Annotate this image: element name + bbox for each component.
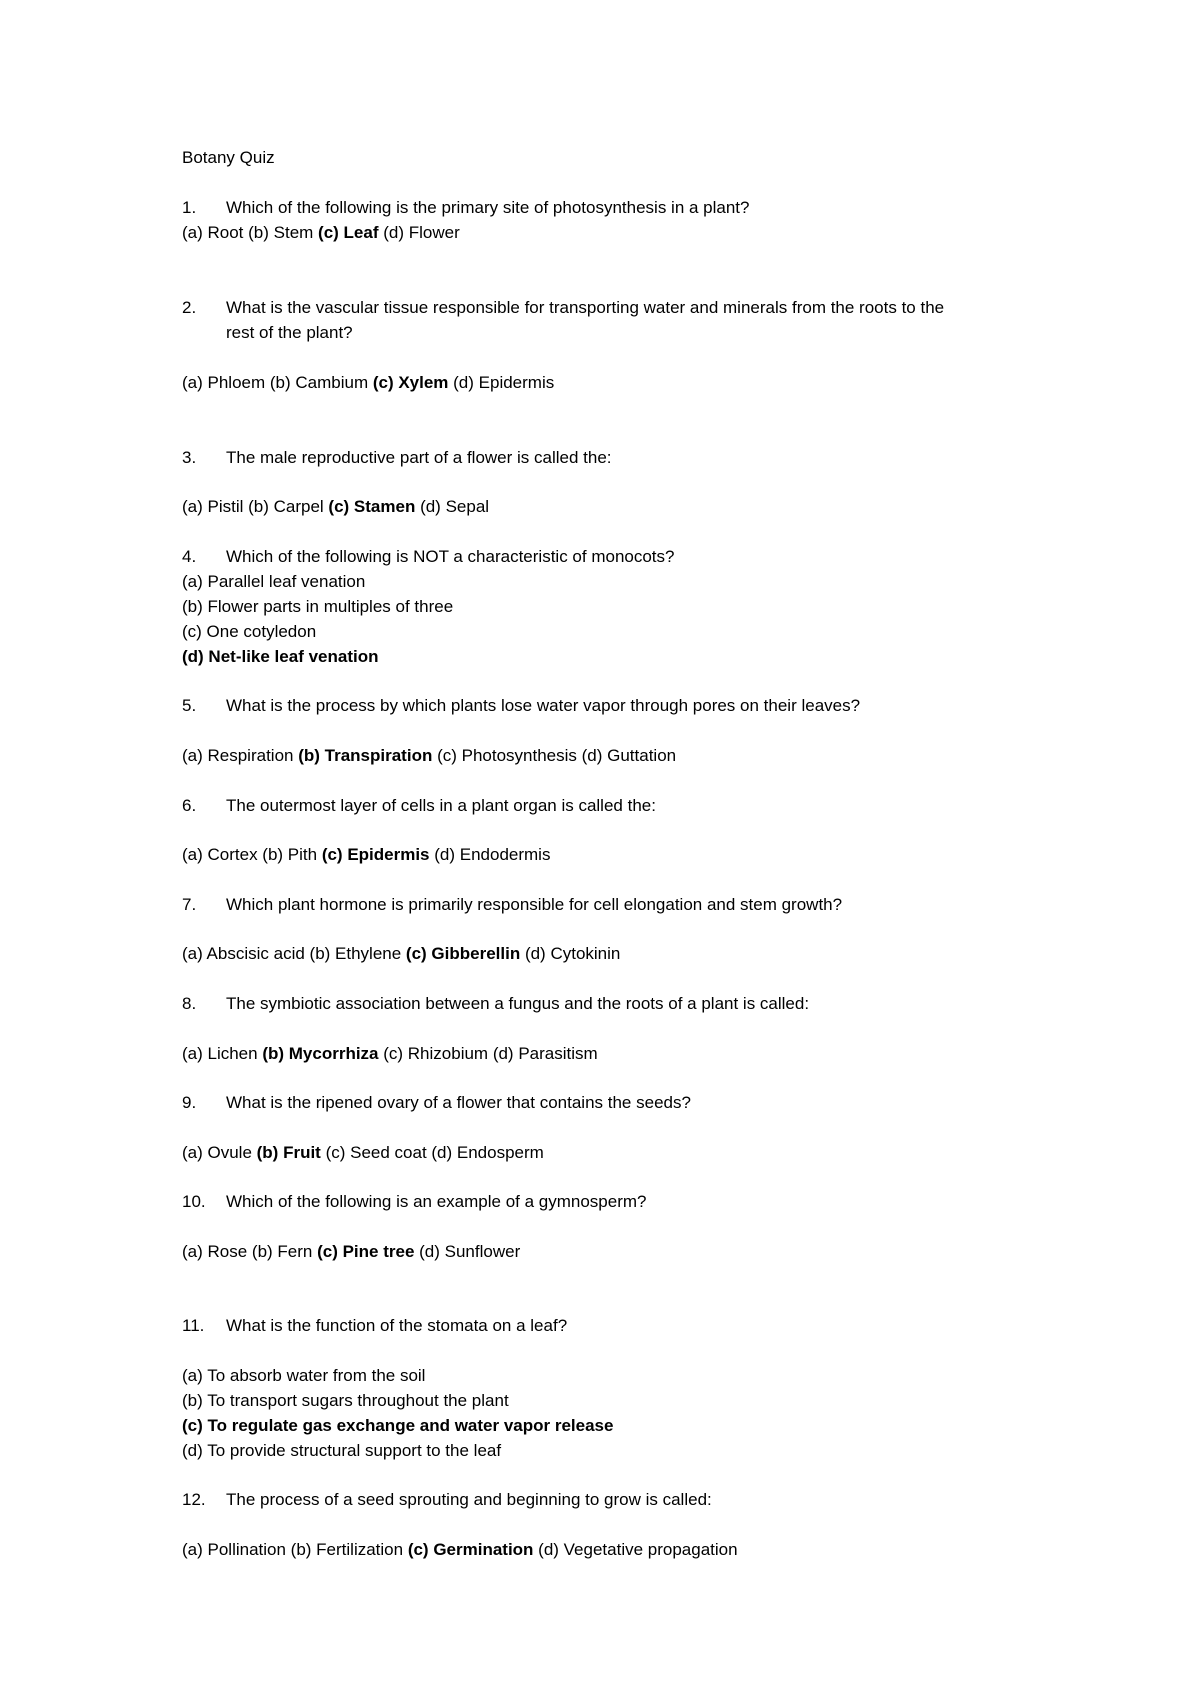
question-text: The outermost layer of cells in a plant organ is called the:	[226, 796, 656, 815]
question-number: 8.	[182, 994, 197, 1013]
question-number: 1.	[182, 198, 197, 217]
answer-option: (b) To transport sugars throughout the plant	[182, 1391, 509, 1410]
question-number: 10.	[182, 1192, 206, 1211]
question-number: 4.	[182, 547, 197, 566]
answer-options: (a) Respiration (b) Transpiration (c) Photosynthesis (d) Guttation	[182, 746, 677, 765]
question-text: Which of the following is the primary site of photosynthesis in a plant?	[226, 198, 750, 217]
question-number: 12.	[182, 1490, 206, 1509]
correct-answer: (b) Transpiration	[298, 746, 433, 765]
question-number: 9.	[182, 1093, 197, 1112]
correct-answer: (c) To regulate gas exchange and water vapor release	[182, 1416, 614, 1435]
answer-options: (a) Cortex (b) Pith (c) Epidermis (d) Endodermis	[182, 845, 551, 864]
answer-option: (b) Flower parts in multiples of three	[182, 597, 454, 616]
question-number: 5.	[182, 696, 197, 715]
answer-options: (a) Pollination (b) Fertilization (c) Germination (d) Vegetative propagation	[182, 1540, 738, 1559]
answer-option: (a) To absorb water from the soil	[182, 1366, 426, 1385]
page-title: Botany Quiz	[182, 148, 275, 167]
answer-option: (a) Parallel leaf venation	[182, 572, 366, 591]
correct-answer: (b) Mycorrhiza	[262, 1044, 379, 1063]
correct-answer: (b) Fruit	[256, 1143, 321, 1162]
question-number: 11.	[182, 1316, 205, 1335]
correct-answer: (d) Net-like leaf venation	[182, 647, 379, 666]
question-text: Which plant hormone is primarily responsible for cell elongation and stem growth?	[226, 895, 843, 914]
correct-answer: (c) Gibberellin	[405, 944, 521, 963]
correct-answer: (c) Epidermis	[321, 845, 430, 864]
question-text: What is the process by which plants lose water vapor through pores on their leaves?	[226, 696, 861, 715]
question-number: 6.	[182, 796, 197, 815]
question-number: 2.	[182, 298, 197, 317]
question-text: What is the function of the stomata on a leaf?	[226, 1316, 568, 1335]
answer-option: (d) To provide structural support to the leaf	[182, 1441, 502, 1460]
question-text: Which of the following is an example of a gymnosperm?	[226, 1192, 647, 1211]
answer-option: (c) One cotyledon	[182, 622, 317, 641]
answer-options: (a) Abscisic acid (b) Ethylene (c) Gibberellin (d) Cytokinin	[182, 944, 621, 963]
correct-answer: (c) Stamen	[328, 497, 416, 516]
answer-options: (a) Pistil (b) Carpel (c) Stamen (d) Sepal	[182, 497, 490, 516]
answer-options: (a) Rose (b) Fern (c) Pine tree (d) Sunflower	[182, 1242, 521, 1261]
question-text: What is the vascular tissue responsible for transporting water and minerals from the roots to the	[226, 298, 945, 317]
question-text: The process of a seed sprouting and beginning to grow is called:	[226, 1490, 712, 1509]
answer-options: (a) Root (b) Stem (c) Leaf (d) Flower	[182, 223, 460, 242]
question-text: The male reproductive part of a flower is called the:	[226, 448, 612, 467]
question-number: 3.	[182, 448, 197, 467]
correct-answer: (c) Germination	[407, 1540, 534, 1559]
answer-options: (a) Ovule (b) Fruit (c) Seed coat (d) Endosperm	[182, 1143, 544, 1162]
answer-options: (a) Lichen (b) Mycorrhiza (c) Rhizobium (d) Parasitism	[182, 1044, 598, 1063]
question-text-continued: rest of the plant?	[226, 323, 353, 342]
question-text: Which of the following is NOT a characteristic of monocots?	[226, 547, 675, 566]
question-text: What is the ripened ovary of a flower that contains the seeds?	[226, 1093, 691, 1112]
question-number: 7.	[182, 895, 197, 914]
correct-answer: (c) Xylem	[372, 373, 449, 392]
answer-options: (a) Phloem (b) Cambium (c) Xylem (d) Epidermis	[182, 373, 555, 392]
correct-answer: (c) Pine tree	[317, 1242, 415, 1261]
question-text: The symbiotic association between a fungus and the roots of a plant is called:	[226, 994, 810, 1013]
correct-answer: (c) Leaf	[318, 223, 379, 242]
